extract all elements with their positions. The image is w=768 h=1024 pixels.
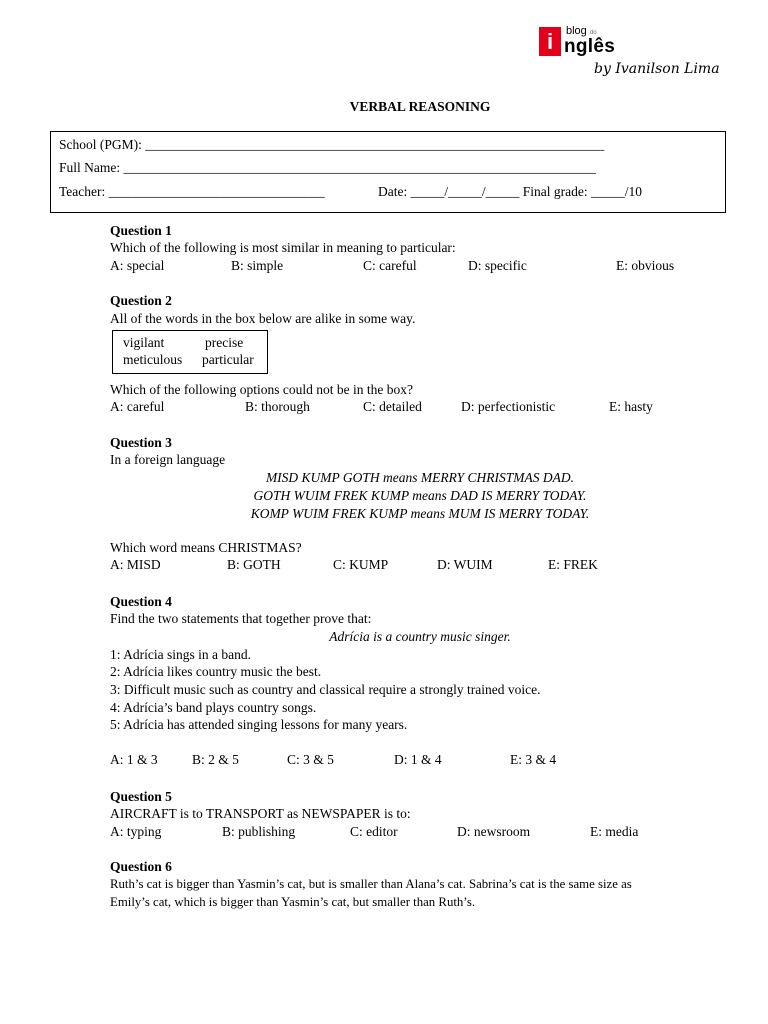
logo-letter: i — [546, 29, 554, 54]
q2-option-b: B: thorough — [245, 399, 310, 414]
q4-option-a: A: 1 & 3 — [110, 752, 158, 767]
q5-option-e: E: media — [590, 824, 639, 839]
statement-2: 2: Adrícia likes country music the best. — [110, 664, 322, 679]
code-line-3: KOMP WUIM FREK KUMP means MUM IS MERRY TODAY. — [250, 506, 590, 521]
q2-option-a: A: careful — [110, 399, 165, 414]
q5-option-c: C: editor — [350, 824, 398, 839]
question-2-prompt: Which of the following options could not be in the box? — [110, 382, 413, 397]
question-6-line-1: Ruth’s cat is bigger than Yasmin’s cat, but is smaller than Alana’s cat. Sabrina’s cat is the same size as — [110, 877, 632, 891]
question-3-heading: Question 3 — [110, 435, 172, 450]
q4-option-d: D: 1 & 4 — [394, 752, 442, 767]
question-3-text: In a foreign language — [110, 452, 226, 467]
question-5-heading: Question 5 — [110, 789, 172, 804]
page-title: VERBAL REASONING — [349, 99, 491, 114]
q1-option-c: C: careful — [363, 258, 417, 273]
question-4-heading: Question 4 — [110, 594, 172, 609]
q4-option-c: C: 3 & 5 — [287, 752, 334, 767]
q3-option-e: E: FREK — [548, 557, 598, 572]
question-6-line-2: Emily’s cat, which is bigger than Yasmin’s cat, but smaller than Ruth’s. — [110, 895, 476, 909]
q1-option-b: B: simple — [231, 258, 284, 273]
question-2-text: All of the words in the box below are alike in some way. — [110, 311, 416, 326]
question-5-text: AIRCRAFT is to TRANSPORT as NEWSPAPER is to: — [110, 806, 411, 821]
date-grade-field: Date: _____/_____/_____ Final grade: _____/10 — [378, 184, 642, 199]
statement-1: 1: Adrícia sings in a band. — [110, 647, 251, 662]
q1-option-a: A: special — [110, 258, 165, 273]
q2-option-d: D: perfectionistic — [461, 399, 556, 414]
box-word-1: vigilant — [123, 335, 165, 350]
logo-blog-text: blog do — [566, 25, 597, 37]
q2-option-e: E: hasty — [609, 399, 653, 414]
q1-option-e: E: obvious — [616, 258, 675, 273]
box-word-2: precise — [205, 335, 244, 350]
teacher-field: Teacher: ________________________________ — [59, 184, 325, 199]
code-line-2: GOTH WUIM FREK KUMP means DAD IS MERRY TODAY. — [253, 488, 587, 503]
full-name-field: Full Name: ______________________________________________________________________ — [59, 160, 596, 175]
school-field: School (PGM): ____________________________________________________________________ — [59, 137, 605, 152]
question-4-text: Find the two statements that together prove that: — [110, 611, 372, 626]
logo-ingles-text: nglês — [564, 36, 616, 57]
question-4-claim: Adrícia is a country music singer. — [329, 629, 511, 644]
q4-option-b: B: 2 & 5 — [192, 752, 239, 767]
code-line-1: MISD KUMP GOTH means MERRY CHRISTMAS DAD. — [265, 470, 575, 485]
statement-5: 5: Adrícia has attended singing lessons for many years. — [110, 717, 408, 732]
q5-option-d: D: newsroom — [457, 824, 531, 839]
statement-3: 3: Difficult music such as country and classical require a strongly trained voice. — [110, 682, 541, 697]
question-1-heading: Question 1 — [110, 223, 172, 238]
q4-option-e: E: 3 & 4 — [510, 752, 557, 767]
question-6-heading: Question 6 — [110, 859, 172, 874]
q1-option-d: D: specific — [468, 258, 527, 273]
q2-option-c: C: detailed — [363, 399, 422, 414]
q3-option-d: D: WUIM — [437, 557, 493, 572]
q5-option-a: A: typing — [110, 824, 162, 839]
question-3-prompt: Which word means CHRISTMAS? — [110, 540, 302, 555]
box-word-4: particular — [202, 352, 254, 367]
question-1-text: Which of the following is most similar in meaning to particular: — [110, 240, 456, 255]
q3-option-c: C: KUMP — [333, 557, 389, 572]
logo-author: by Ivanilson Lima — [594, 61, 720, 77]
statement-4: 4: Adrícia’s band plays country songs. — [110, 700, 317, 715]
box-word-3: meticulous — [123, 352, 183, 367]
q3-option-a: A: MISD — [110, 557, 161, 572]
q5-option-b: B: publishing — [222, 824, 296, 839]
question-2-heading: Question 2 — [110, 293, 172, 308]
q3-option-b: B: GOTH — [227, 557, 281, 572]
